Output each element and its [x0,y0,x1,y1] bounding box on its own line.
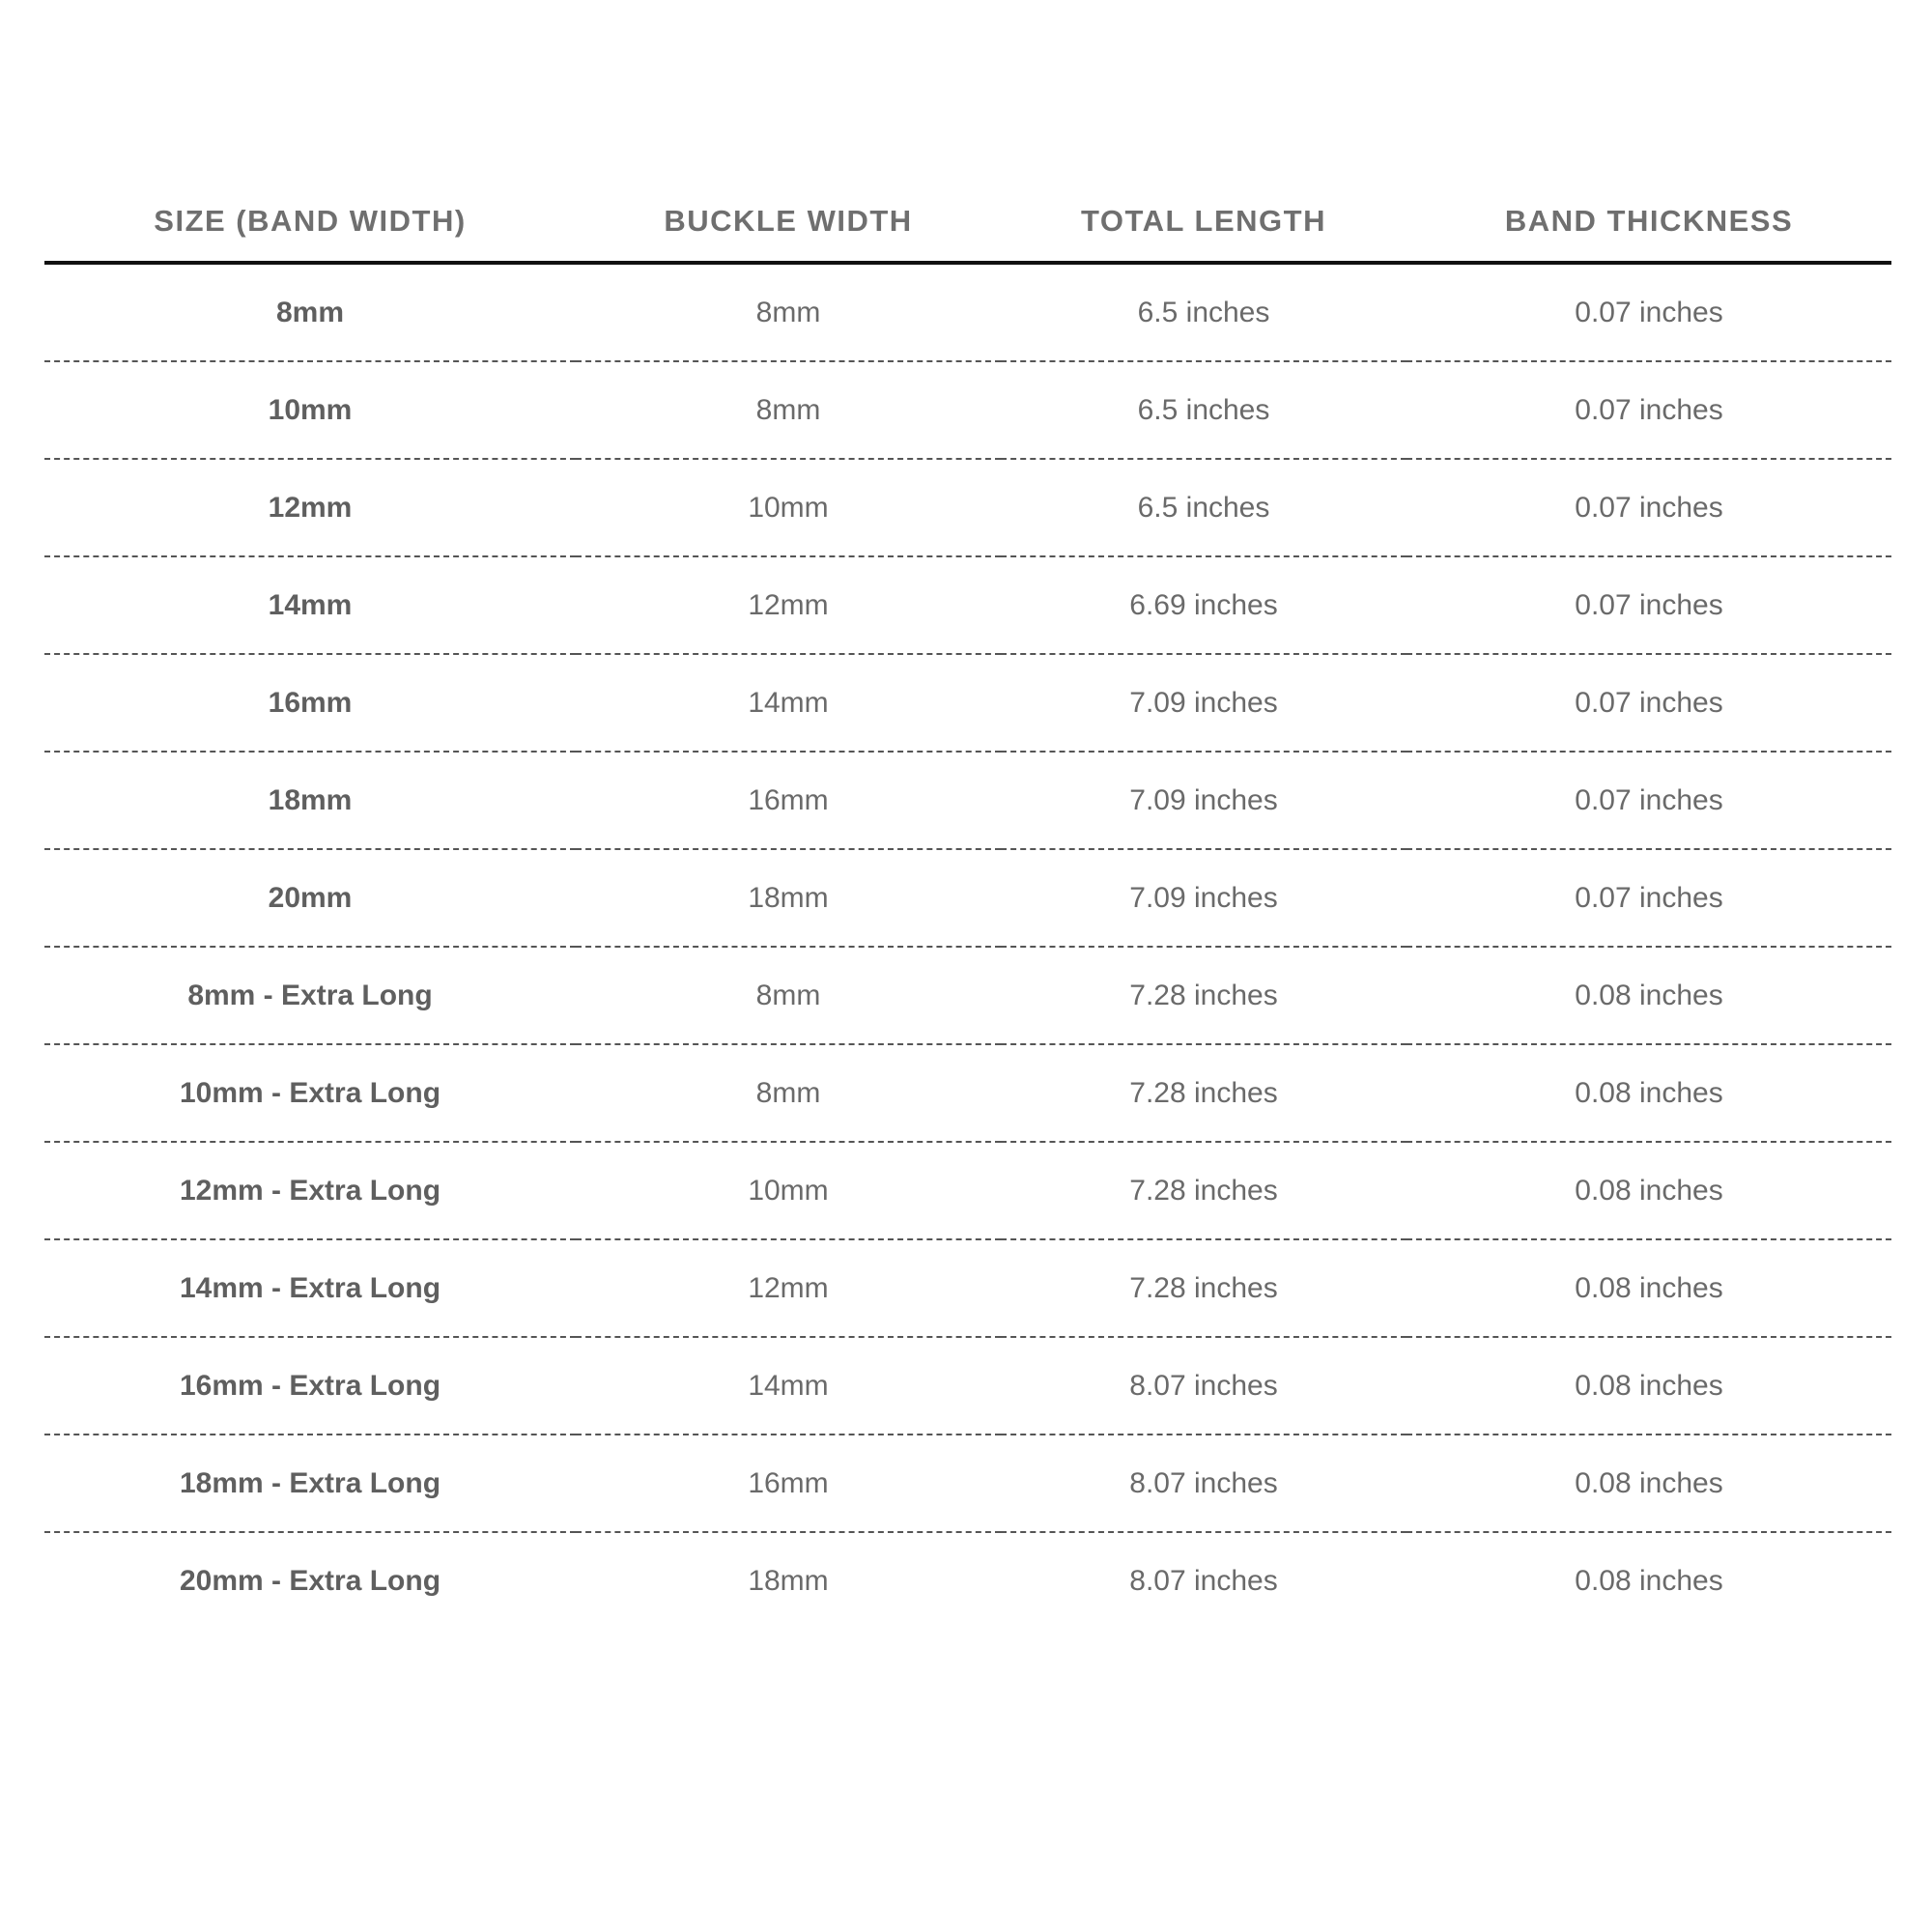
header-row [44,182,1891,263]
band-thickness-cell: 0.08 inches [1406,947,1891,1044]
table-row [44,556,1891,654]
size-cell: 10mm [44,361,576,459]
total-length-cell: 7.09 inches [1001,849,1406,947]
total-length-cell: 7.28 inches [1001,1044,1406,1142]
band-thickness-cell: 0.07 inches [1406,263,1891,361]
table-row [44,752,1891,849]
buckle-width-cell: 8mm [576,1044,1001,1142]
total-length-cell: 7.09 inches [1001,752,1406,849]
table-row [44,459,1891,556]
buckle-width-cell: 18mm [576,849,1001,947]
total-length-cell: 6.69 inches [1001,556,1406,654]
buckle-width-cell: 12mm [576,556,1001,654]
band-thickness-cell: 0.08 inches [1406,1239,1891,1337]
buckle-width-cell: 18mm [748,1564,829,1597]
buckle-width-cell: 8mm [576,361,1001,459]
band-thickness-cell: 0.08 inches [1406,1435,1891,1532]
size-chart-table [44,182,1891,1629]
size-cell: 10mm - Extra Long [44,1044,576,1142]
table-row [44,654,1891,752]
table-row [44,1435,1891,1532]
band-thickness-cell: 0.07 inches [1406,459,1891,556]
total-length-cell: 7.28 inches [1001,1142,1406,1239]
band-thickness-cell: 0.07 inches [1406,849,1891,947]
size-cell: 12mm [44,459,576,556]
size-cell: 16mm [44,654,576,752]
table-body [44,263,1891,1629]
buckle-width-cell: 14mm [576,654,1001,752]
size-cell: 14mm - Extra Long [44,1239,576,1337]
buckle-width-cell: 10mm [576,459,1001,556]
buckle-width-cell: 8mm [576,947,1001,1044]
total-length-cell: 8.07 inches [1001,1337,1406,1435]
total-length-cell: 7.28 inches [1001,947,1406,1044]
table-row [44,1239,1891,1337]
size-cell: 18mm [44,752,576,849]
total-length-cell: 7.28 inches [1001,1239,1406,1337]
total-length-cell: 6.5 inches [1001,263,1406,361]
header-buckle-width: BUCKLE WIDTH [576,182,1001,263]
table-header [44,182,1891,263]
total-length-cell: 8.07 inches [1129,1564,1278,1597]
band-thickness-cell: 0.07 inches [1406,556,1891,654]
table-row [44,849,1891,947]
size-cell: 18mm - Extra Long [44,1435,576,1532]
buckle-width-cell: 10mm [576,1142,1001,1239]
band-thickness-cell: 0.07 inches [1406,361,1891,459]
size-cell: 14mm [44,556,576,654]
buckle-width-cell: 16mm [576,1435,1001,1532]
size-cell: 20mm [44,849,576,947]
size-cell: 12mm - Extra Long [44,1142,576,1239]
total-length-cell: 6.5 inches [1001,361,1406,459]
table-row [44,1044,1891,1142]
buckle-width-cell: 14mm [576,1337,1001,1435]
header-band-thickness: BAND THICKNESS [1406,182,1891,263]
table-row [44,1142,1891,1239]
size-cell: 20mm - Extra Long [179,1564,441,1597]
band-thickness-cell: 0.08 inches [1575,1564,1723,1597]
buckle-width-cell: 12mm [576,1239,1001,1337]
band-thickness-cell: 0.07 inches [1406,752,1891,849]
table-row [44,361,1891,459]
total-length-cell: 6.5 inches [1001,459,1406,556]
total-length-cell: 7.09 inches [1001,654,1406,752]
header-size-band-width: SIZE (BAND WIDTH) [44,182,576,263]
size-cell: 8mm [44,263,576,361]
table-row [44,1337,1891,1435]
buckle-width-cell: 16mm [576,752,1001,849]
band-thickness-cell: 0.07 inches [1406,654,1891,752]
header-total-length: TOTAL LENGTH [1001,182,1406,263]
table-row [44,947,1891,1044]
buckle-width-cell: 8mm [576,263,1001,361]
size-cell: 8mm - Extra Long [44,947,576,1044]
band-thickness-cell: 0.08 inches [1406,1044,1891,1142]
table-row [44,263,1891,361]
size-chart [44,182,1891,1629]
band-thickness-cell: 0.08 inches [1406,1142,1891,1239]
size-cell: 16mm - Extra Long [44,1337,576,1435]
table-row [44,1532,1891,1629]
page-top-area [0,0,1932,193]
total-length-cell: 8.07 inches [1001,1435,1406,1532]
band-thickness-cell: 0.08 inches [1406,1337,1891,1435]
